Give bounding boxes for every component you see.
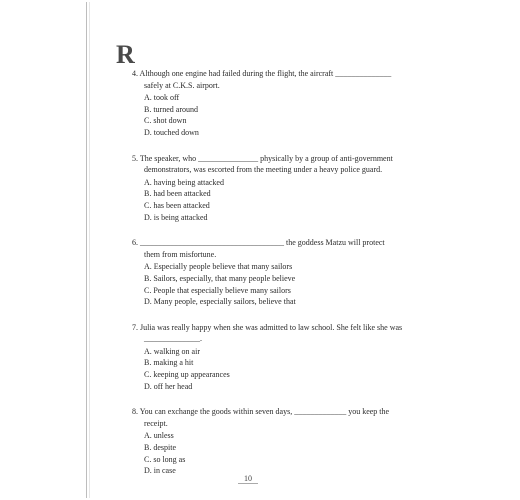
- option-c[interactable]: C. keeping up appearances: [144, 370, 230, 380]
- question-5: [132, 153, 432, 224]
- option-d[interactable]: D. touched down: [144, 127, 199, 137]
- question-stem-line: 5. The speaker, who _______________ physically by a group of anti-government: [132, 153, 393, 163]
- page-number: 10: [238, 474, 258, 484]
- section-letter: R: [116, 40, 135, 69]
- option-c[interactable]: C. People that especially believe many sailors: [144, 285, 291, 295]
- option-b[interactable]: B. Sailors, especially, that many people believe: [144, 273, 296, 283]
- answer-options: [132, 430, 432, 476]
- option-b[interactable]: B. despite: [144, 443, 176, 453]
- question-6: [132, 237, 432, 308]
- page-number-footer: [86, 474, 520, 484]
- question-7: [132, 322, 432, 393]
- option-d[interactable]: D. off her head: [144, 381, 193, 391]
- option-a[interactable]: A. Especially people believe that many sailors: [144, 262, 293, 272]
- question-4: [132, 68, 432, 139]
- answer-options: [132, 261, 432, 307]
- question-stem-line: receipt.: [144, 418, 168, 428]
- question-stem-line: ______________.: [144, 334, 202, 344]
- question-stem-line: demonstrators, was escorted from the meeting under a heavy police guard.: [144, 165, 383, 175]
- option-a[interactable]: A. took off: [144, 93, 180, 103]
- question-stem-line: 8. You can exchange the goods within seven days, _____________ you keep the: [132, 407, 390, 417]
- option-c[interactable]: C. shot down: [144, 116, 187, 126]
- question-stem-line: them from misfortune.: [144, 249, 217, 259]
- question-stem-line: 6. ____________________________________ the goddess Matzu will protect: [132, 238, 385, 248]
- option-c[interactable]: C. has been attacked: [144, 200, 210, 210]
- option-a[interactable]: A. walking on air: [144, 346, 200, 356]
- answer-options: [132, 346, 432, 392]
- option-b[interactable]: B. had been attacked: [144, 189, 211, 199]
- option-d[interactable]: D. is being attacked: [144, 212, 208, 222]
- question-stem-line: safely at C.K.S. airport.: [144, 80, 220, 90]
- option-a[interactable]: A. unless: [144, 431, 174, 441]
- answer-options: [132, 92, 432, 138]
- page-edge-shadow: [89, 2, 90, 498]
- question-stem-line: 4. Although one engine had failed during the flight, the aircraft ______________: [132, 69, 392, 78]
- option-d[interactable]: D. in case: [144, 466, 176, 476]
- question-8: [132, 406, 432, 477]
- option-b[interactable]: B. making a hit: [144, 358, 194, 368]
- document-page: [86, 2, 520, 498]
- answer-options: [132, 177, 432, 223]
- option-b[interactable]: B. turned around: [144, 104, 198, 114]
- option-a[interactable]: A. having being attacked: [144, 177, 224, 187]
- page-edge: [86, 2, 87, 498]
- question-list: [132, 68, 432, 477]
- question-stem-line: 7. Julia was really happy when she was admitted to law school. She felt like she was: [132, 322, 403, 332]
- option-d[interactable]: D. Many people, especially sailors, believe that: [144, 297, 296, 307]
- option-c[interactable]: C. so long as: [144, 454, 186, 464]
